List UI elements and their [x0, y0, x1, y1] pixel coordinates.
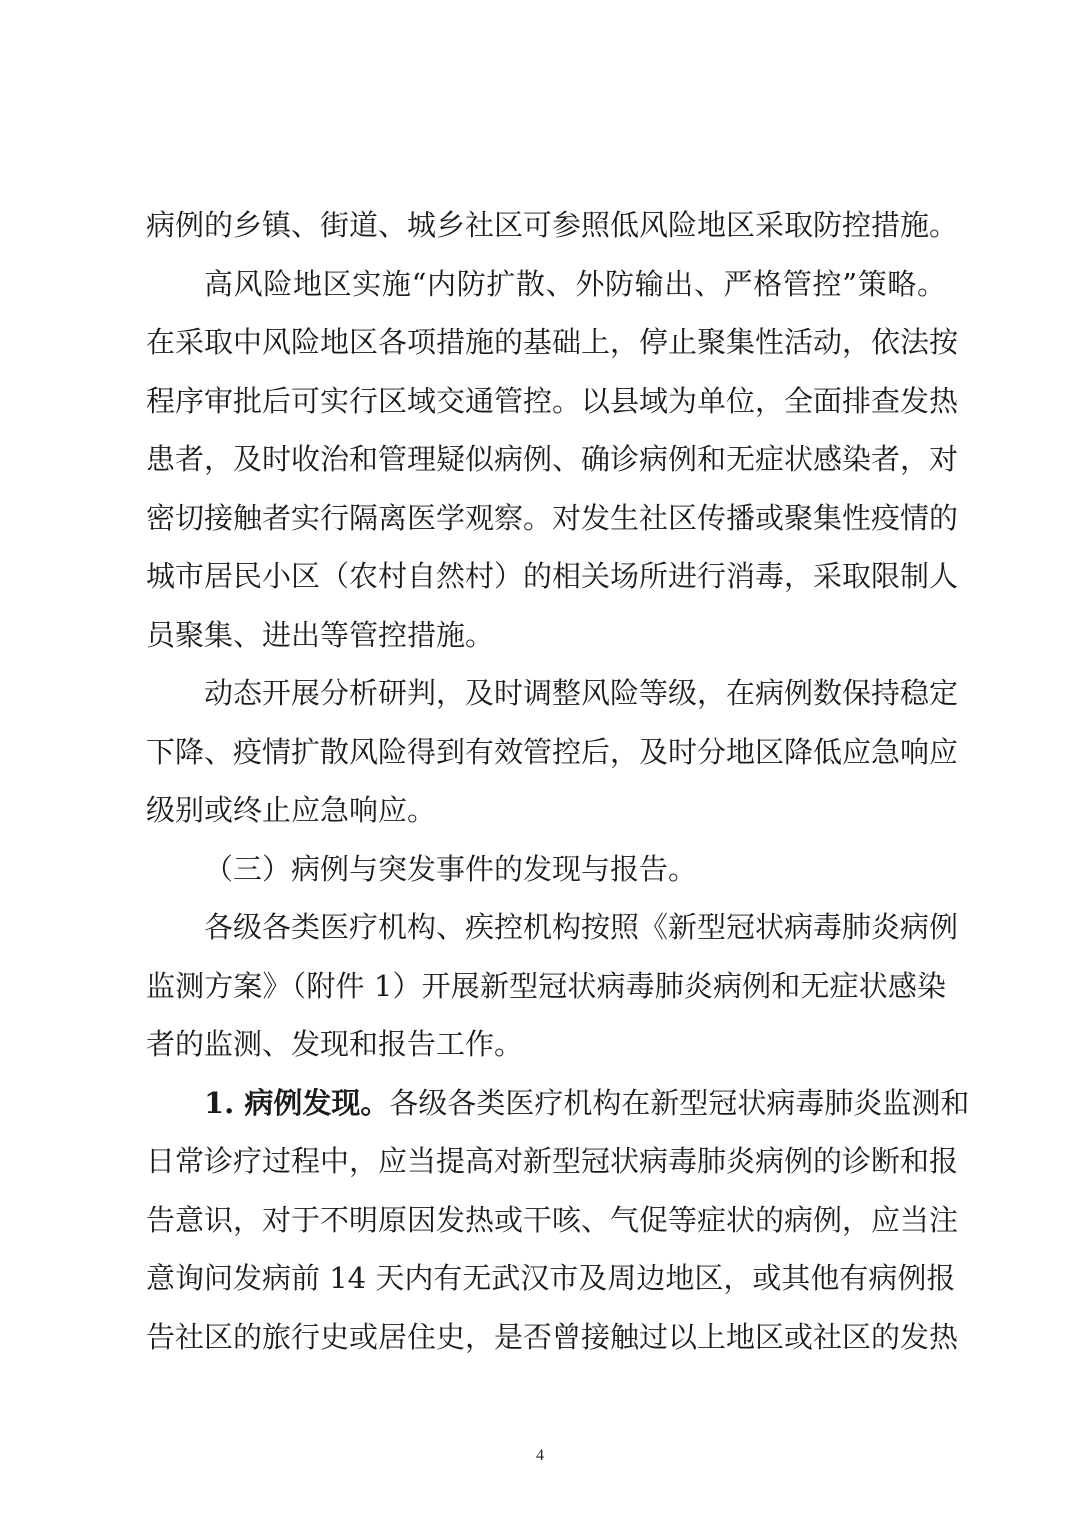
text-line: 在采取中风险地区各项措施的基础上，停止聚集性活动，依法按 [146, 325, 959, 359]
text-line: 告社区的旅行史或居住史，是否曾接触过以上地区或社区的发热 [146, 1319, 959, 1354]
text-line: 城市居民小区（农村自然村）的相关场所进行消毒，采取限制人 [146, 559, 959, 593]
text-line: 密切接触者实行隔离医学观察。对发生社区传播或聚集性疫情的 [146, 500, 959, 535]
text-line [146, 1074, 970, 1133]
text-line: 下降、疫情扩散风险得到有效管控后，及时分地区降低应急响应 [146, 734, 959, 769]
page-number: 4 [536, 1447, 544, 1464]
text-line: 患者，及时收治和管理疑似病例、确诊病例和无症状感染者，对 [146, 442, 959, 476]
text-line: 监测方案》（附件 1）开展新型冠状病毒肺炎病例和无症状感染 [146, 968, 946, 1003]
text-line: 动态开展分析研判，及时调整风险等级，在病例数保持稳定 [204, 676, 959, 710]
section-heading: （三）病例与突发事件的发现与报告。 [204, 851, 698, 886]
body-text [146, 196, 970, 1366]
text-line: 告意识，对于不明原因发热或干咳、气促等症状的病例，应当注 [146, 1202, 959, 1237]
text-line: 员聚集、进出等管控措施。 [146, 617, 495, 652]
text-line: 病例的乡镇、街道、城乡社区可参照低风险地区采取防控措施。 [146, 208, 959, 242]
text-run: 各级各类医疗机构在新型冠状病毒肺炎监测和 [389, 1085, 970, 1120]
text-line: 高风险地区实施“内防扩散、外防输出、严格管控”策略。 [204, 266, 946, 301]
text-line: 日常诊疗过程中，应当提高对新型冠状病毒肺炎病例的诊断和报 [146, 1144, 959, 1178]
text-line: 程序审批后可实行区域交通管控。以县域为单位，全面排查发热 [146, 383, 959, 418]
text-line: 者的监测、发现和报告工作。 [146, 1027, 524, 1061]
text-line: 各级各类医疗机构、疾控机构按照《新型冠状病毒肺炎病例 [204, 910, 959, 944]
text-line: 级别或终止应急响应。 [146, 793, 437, 827]
text-line: 意询问发病前 14 天内有无武汉市及周边地区，或其他有病例报 [146, 1261, 956, 1295]
subheading-bold: 1. 病例发现。 [204, 1085, 390, 1120]
